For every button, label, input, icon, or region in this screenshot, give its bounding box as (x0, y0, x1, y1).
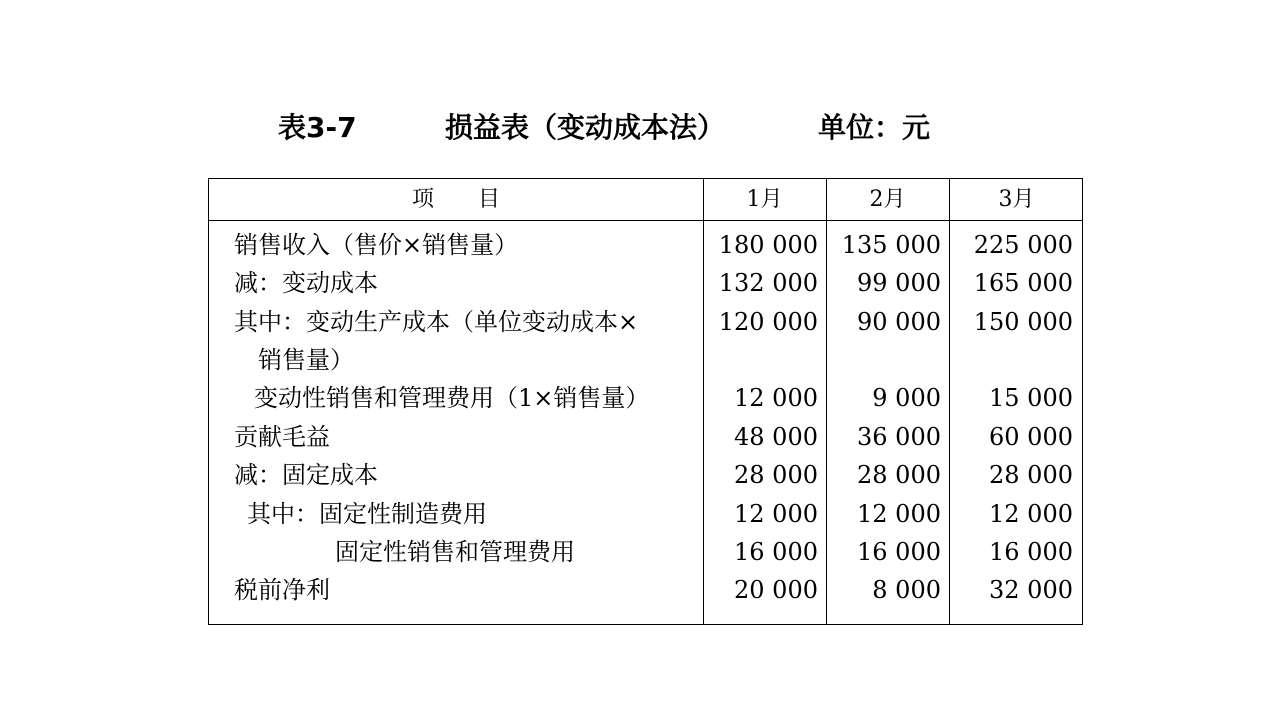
value-month-1: 48 000 (734, 423, 818, 451)
value-month-2: 99 000 (857, 269, 941, 297)
value-month-1: 132 000 (718, 269, 818, 297)
header-month-1: 1月 (746, 187, 783, 212)
row-label: 变动性销售和管理费用（1×销售量） (254, 384, 650, 412)
table-row (209, 418, 1084, 456)
table-row (209, 226, 1084, 264)
value-month-1: 12 000 (734, 500, 818, 528)
value-month-2: 90 000 (857, 308, 941, 336)
table-caption (0, 108, 1280, 148)
value-month-1: 120 000 (718, 308, 818, 336)
row-label: 其中：固定性制造费用 (247, 500, 487, 528)
income-statement-table (208, 178, 1083, 625)
value-month-3: 15 000 (989, 384, 1073, 412)
header-month-2: 2月 (869, 187, 906, 212)
header-month-3: 3月 (998, 187, 1035, 212)
row-label: 销售收入（售价×销售量） (234, 231, 519, 259)
value-month-3: 60 000 (989, 423, 1073, 451)
value-month-2: 16 000 (857, 538, 941, 566)
table-row (209, 341, 1084, 379)
row-label: 固定性销售和管理费用 (335, 538, 575, 566)
value-month-3: 32 000 (989, 576, 1073, 604)
value-month-1: 20 000 (734, 576, 818, 604)
table-row (209, 303, 1084, 341)
header-item: 项 目 (411, 187, 500, 212)
table-row (209, 379, 1084, 417)
row-label: 减：变动成本 (234, 269, 378, 297)
table-number: 表3-7 (278, 111, 357, 144)
value-month-2: 12 000 (857, 500, 941, 528)
header-divider (209, 220, 1082, 221)
row-label: 销售量） (258, 346, 354, 374)
row-label: 减：固定成本 (234, 461, 378, 489)
table-row (209, 456, 1084, 494)
value-month-1: 180 000 (718, 231, 818, 259)
value-month-2: 8 000 (872, 576, 941, 604)
value-month-2: 36 000 (857, 423, 941, 451)
row-label: 税前净利 (234, 576, 330, 604)
value-month-3: 28 000 (989, 461, 1073, 489)
value-month-1: 12 000 (734, 384, 818, 412)
value-month-1: 28 000 (734, 461, 818, 489)
value-month-3: 225 000 (973, 231, 1073, 259)
table-unit: 单位：元 (818, 111, 931, 144)
table-row (209, 533, 1084, 571)
value-month-3: 16 000 (989, 538, 1073, 566)
table-row (209, 264, 1084, 302)
table-row (209, 571, 1084, 609)
value-month-2: 28 000 (857, 461, 941, 489)
value-month-2: 135 000 (841, 231, 941, 259)
row-label: 贡献毛益 (234, 423, 330, 451)
value-month-3: 150 000 (973, 308, 1073, 336)
value-month-3: 165 000 (973, 269, 1073, 297)
value-month-2: 9 000 (872, 384, 941, 412)
row-label: 其中：变动生产成本（单位变动成本× (234, 308, 639, 336)
table-row (209, 495, 1084, 533)
value-month-3: 12 000 (989, 500, 1073, 528)
table-title: 损益表（变动成本法） (445, 111, 726, 144)
value-month-1: 16 000 (734, 538, 818, 566)
